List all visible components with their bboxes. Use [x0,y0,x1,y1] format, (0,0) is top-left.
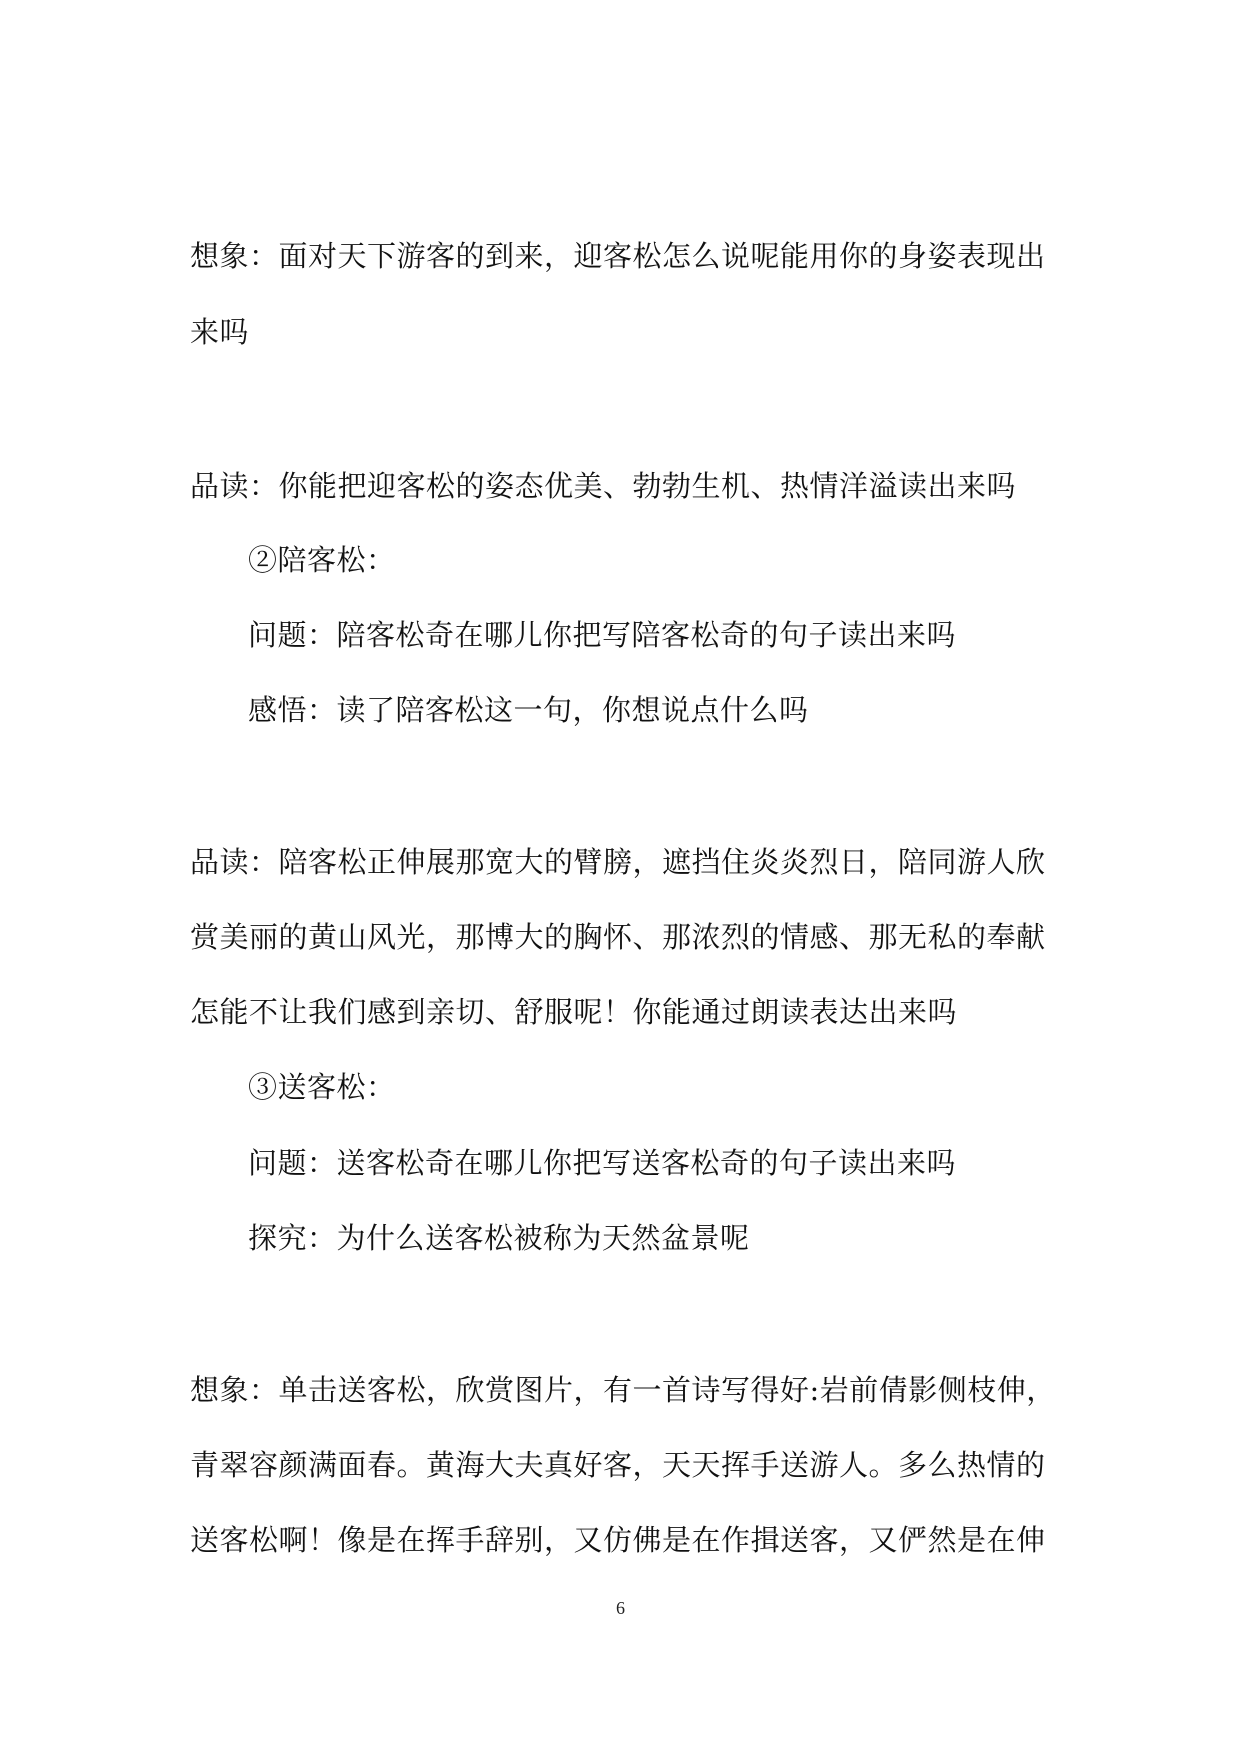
paragraph-line-imagine-3b: 青翠容颜满面春。黄海大夫真好客，天天挥手送游人。多么热情的 [190,1448,1046,1482]
paragraph-line-read-2a: 品读：陪客松正伸展那宽大的臂膀，遮挡住炎炎烈日，陪同游人欣 [190,845,1046,879]
paragraph-line-explore: 探究：为什么送客松被称为天然盆景呢 [248,1221,750,1255]
page-number: 6 [616,1598,625,1618]
paragraph-line-read-2b: 赏美丽的黄山风光，那博大的胸怀、那浓烈的情感、那无私的奉献 [190,920,1046,954]
paragraph-line-question-1: 问题：陪客松奇在哪儿你把写陪客松奇的句子读出来吗 [248,618,957,652]
paragraph-line-question-2: 问题：送客松奇在哪儿你把写送客松奇的句子读出来吗 [248,1146,957,1180]
paragraph-line-imagine-3a: 想象：单击送客松，欣赏图片，有一首诗写得好:岩前倩影侧枝伸， [190,1373,1056,1407]
paragraph-line-read-1: 品读：你能把迎客松的姿态优美、勃勃生机、热情洋溢读出来吗 [190,469,1017,503]
paragraph-line-imagine-2: 来吗 [190,315,250,349]
paragraph-line-read-2c: 怎能不让我们感到亲切、舒服呢！你能通过朗读表达出来吗 [190,995,958,1029]
section-heading-songkesong: ③送客松： [248,1070,396,1104]
paragraph-line-imagine-3c: 送客松啊！像是在挥手辞别，又仿佛是在作揖送客，又俨然是在伸 [190,1523,1046,1557]
paragraph-line-imagine-1: 想象：面对天下游客的到来，迎客松怎么说呢能用你的身姿表现出 [190,239,1046,273]
paragraph-line-insight: 感悟：读了陪客松这一句，你想说点什么吗 [248,693,809,727]
section-heading-peikesong: ②陪客松： [248,543,396,577]
